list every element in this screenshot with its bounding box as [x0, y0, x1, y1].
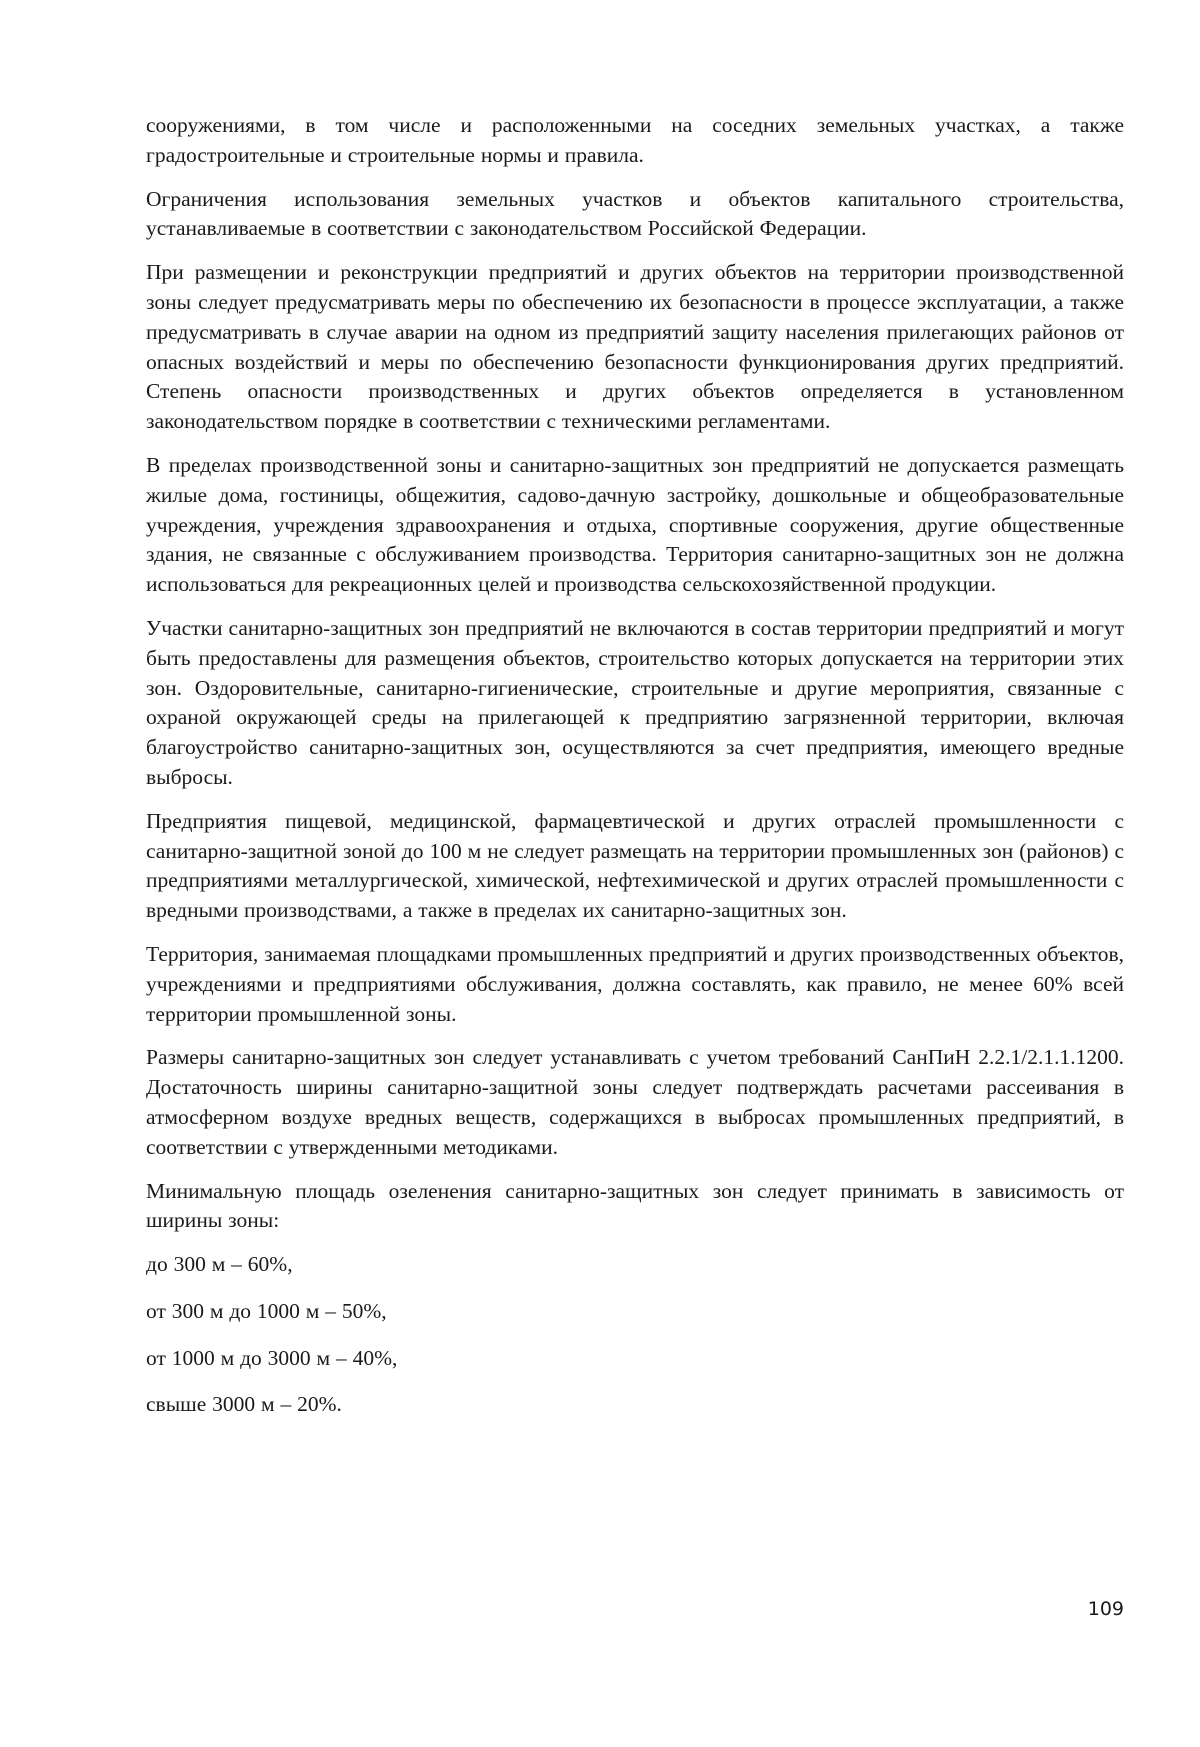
- document-body: [146, 111, 1124, 1437]
- paragraph-continuation: сооружениями, в том числе и расположенными на соседних земельных участках, а также градостроительные и строительные нормы и правила.: [146, 113, 1124, 167]
- paragraph-food-industry: Предприятия пищевой, медицинской, фармацевтической и других отраслей промышленности с санитарно-защитной зоной до 100 м не следует размещать на территории промышленных зон (районов) с предприятиями металлургической, химической, нефтехимической и других отраслей промышленности с вредными производствами, а также в пределах их санитарно-защитных зон.: [146, 808, 1124, 923]
- greening-list-item: свыше 3000 м – 20%.: [146, 1392, 342, 1417]
- greening-list-item: до 300 м – 60%,: [146, 1252, 293, 1277]
- paragraph-territory-share: Территория, занимаемая площадками промышленных предприятий и других производственных объектов, учреждениями и предприятиями обслуживания, должна составлять, как правило, не менее 60% всей территории промышленной зоны.: [146, 941, 1124, 1026]
- paragraph-greening-intro: Минимальную площадь озеленения санитарно-защитных зон следует принимать в зависимость от ширины зоны:: [146, 1178, 1124, 1233]
- page-number: 109: [1087, 1598, 1124, 1620]
- greening-list-item: от 1000 м до 3000 м – 40%,: [146, 1345, 398, 1370]
- paragraph-protection-zone-plots: Участки санитарно-защитных зон предприятий не включаются в состав территории предприятий и могут быть предоставлены для размещения объектов, строительство которых допускается на территории этих зон. Оздоровительные, санитарно-гигиенические, строительные и другие мероприятия, связанные с охраной окружающей среды на прилегающей к предприятию загрязненной территории, включая благоустройство санитарно-защитных зон, осуществляются за счет предприятия, имеющего вредные выбросы.: [146, 615, 1124, 789]
- greening-list-item: от 300 м до 1000 м – 50%,: [146, 1298, 387, 1323]
- paragraph-restrictions: Ограничения использования земельных участков и объектов капитального строительства, устанавливаемые в соответствии с законодательством Российской Федерации.: [146, 186, 1124, 241]
- paragraph-safety-measures: При размещении и реконструкции предприятий и других объектов на территории производственной зоны следует предусматривать меры по обеспечению их безопасности в процессе эксплуатации, а также предусматривать в случае аварии на одном из предприятий защиту населения прилегающих районов от опасных воздействий и меры по обеспечению безопасности функционирования других предприятий. Степень опасности производственных и других объектов определяется в установленном законодательством порядке в соответствии с техническими регламентами.: [146, 260, 1124, 434]
- paragraph-zone-size: Размеры санитарно-защитных зон следует устанавливать с учетом требований СанПиН 2.2.1/2.1.1.1200. Достаточность ширины санитарно-защитной зоны следует подтверждать расчетами рассеивания в атмосферном воздухе вредных веществ, содержащихся в выбросах промышленных предприятий, в соответствии с утвержденными методиками.: [146, 1045, 1124, 1159]
- paragraph-prohibited-placement: В пределах производственной зоны и санитарно-защитных зон предприятий не допускается размещать жилые дома, гостиницы, общежития, садово-дачную застройку, дошкольные и общеобразовательные учреждения, учреждения здравоохранения и отдыха, спортивные сооружения, другие общественные здания, не связанные с обслуживанием производства. Территория санитарно-защитных зон не должна использоваться для рекреационных целей и производства сельскохозяйственной продукции.: [146, 452, 1124, 597]
